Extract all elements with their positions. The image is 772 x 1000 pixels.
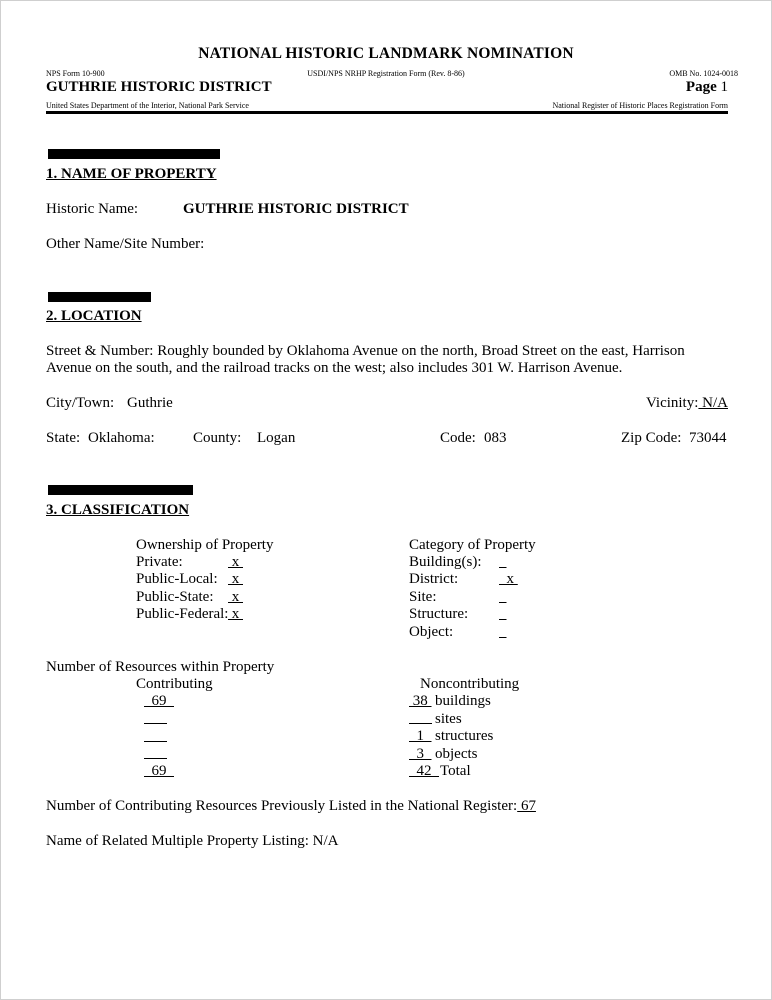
district-name-header: GUTHRIE HISTORIC DISTRICT [46, 79, 272, 95]
omb-number: OMB No. 1024-0018 [669, 69, 738, 78]
previously-listed-label: Number of Contributing Resources Previously Listed in the National Register: [46, 798, 518, 814]
vicinity-value: N/A [698, 395, 728, 411]
category-structure-mark [499, 605, 507, 623]
page-number: 1 [720, 79, 728, 95]
related-listing: Name of Related Multiple Property Listing: N/A [46, 833, 339, 849]
historic-name-value: GUTHRIE HISTORIC DISTRICT [183, 201, 409, 217]
ownership-title: Ownership of Property [136, 537, 274, 553]
city-value: Guthrie [127, 395, 173, 411]
category-title: Category of Property [409, 537, 536, 553]
register-form: National Register of Historic Places Registration Form [552, 101, 728, 110]
noncontrib-buildings: 38 [409, 693, 432, 709]
kind-objects: objects [435, 746, 478, 762]
category-buildings-mark [499, 553, 507, 571]
noncontrib-objects: 3 [409, 746, 432, 762]
vicinity [646, 394, 728, 412]
street-number-line-1: Street & Number: Roughly bounded by Oklahoma Avenue on the north, Broad Street on the east, Harrison [46, 343, 685, 359]
category-site-mark [499, 588, 507, 606]
department: United States Department of the Interior, National Park Service [46, 101, 249, 110]
form-id: NPS Form 10-900 [46, 69, 105, 78]
form-revision: USDI/NPS NRHP Registration Form (Rev. 8-86) [307, 69, 465, 78]
section2-heading: 2. LOCATION [46, 308, 142, 324]
kind-buildings: buildings [435, 693, 491, 709]
ownership-state-label: Public-State: [136, 589, 214, 605]
vicinity-label: Vicinity: [645, 395, 699, 411]
contrib-buildings: 69 [144, 693, 174, 709]
redaction-bar-1 [48, 149, 220, 159]
category-object-label: Object: [409, 624, 454, 640]
county-value: Logan [257, 430, 296, 446]
kind-sites: sites [435, 711, 462, 727]
category-district-mark: x [499, 571, 518, 587]
category-structure-label: Structure: [409, 606, 469, 622]
contributing-title: Contributing [136, 676, 213, 692]
ownership-private-label: Private: [136, 554, 183, 570]
state-label: State: [46, 430, 81, 446]
redaction-bar-3 [48, 485, 193, 495]
ownership-local-mark: x [228, 571, 243, 587]
kind-structures: structures [435, 728, 494, 744]
city-label: City/Town: [46, 395, 115, 411]
contrib-sites-blank [144, 723, 167, 724]
noncontrib-structures: 1 [409, 728, 432, 744]
header-rule [46, 111, 728, 114]
page-indicator [686, 79, 728, 96]
state-value: Oklahoma: [88, 430, 155, 446]
ownership-federal-label: Public-Federal: [136, 606, 229, 622]
previously-listed-value: 67 [517, 798, 536, 814]
zip-value: 73044 [689, 430, 727, 446]
contrib-total: 69 [144, 763, 174, 779]
section3-heading: 3. CLASSIFICATION [46, 502, 190, 518]
form-title: NATIONAL HISTORIC LANDMARK NOMINATION [198, 45, 574, 62]
ownership-state-mark: x [228, 589, 243, 605]
category-district-label: District: [409, 571, 459, 587]
contrib-structures-blank [144, 741, 167, 742]
category-object-mark [499, 623, 507, 641]
code-value: 083 [484, 430, 507, 446]
contrib-objects-blank [144, 758, 167, 759]
street-number-line-2: Avenue on the south, and the railroad tracks on the west; also includes 301 W. Harrison Avenue. [46, 360, 623, 376]
page-label: Page [685, 79, 717, 95]
noncontributing-title: Noncontributing [420, 676, 520, 692]
historic-name-label: Historic Name: [46, 201, 139, 217]
section1-heading: 1. NAME OF PROPERTY [46, 166, 217, 182]
other-name-label: Other Name/Site Number: [46, 236, 205, 252]
noncontrib-sites-blank [409, 723, 432, 724]
ownership-local-label: Public-Local: [136, 571, 218, 587]
county-label: County: [193, 430, 242, 446]
category-buildings-label: Building(s): [409, 554, 482, 570]
ownership-private-mark: x [228, 554, 243, 570]
zip-label: Zip Code: [621, 430, 682, 446]
redaction-bar-2 [48, 292, 151, 302]
ownership-federal-mark: x [228, 606, 243, 622]
code-label: Code: [440, 430, 476, 446]
kind-total: Total [440, 763, 471, 779]
previously-listed [46, 797, 536, 815]
noncontrib-total: 42 [409, 763, 439, 779]
resources-title: Number of Resources within Property [46, 659, 275, 675]
category-site-label: Site: [409, 589, 437, 605]
